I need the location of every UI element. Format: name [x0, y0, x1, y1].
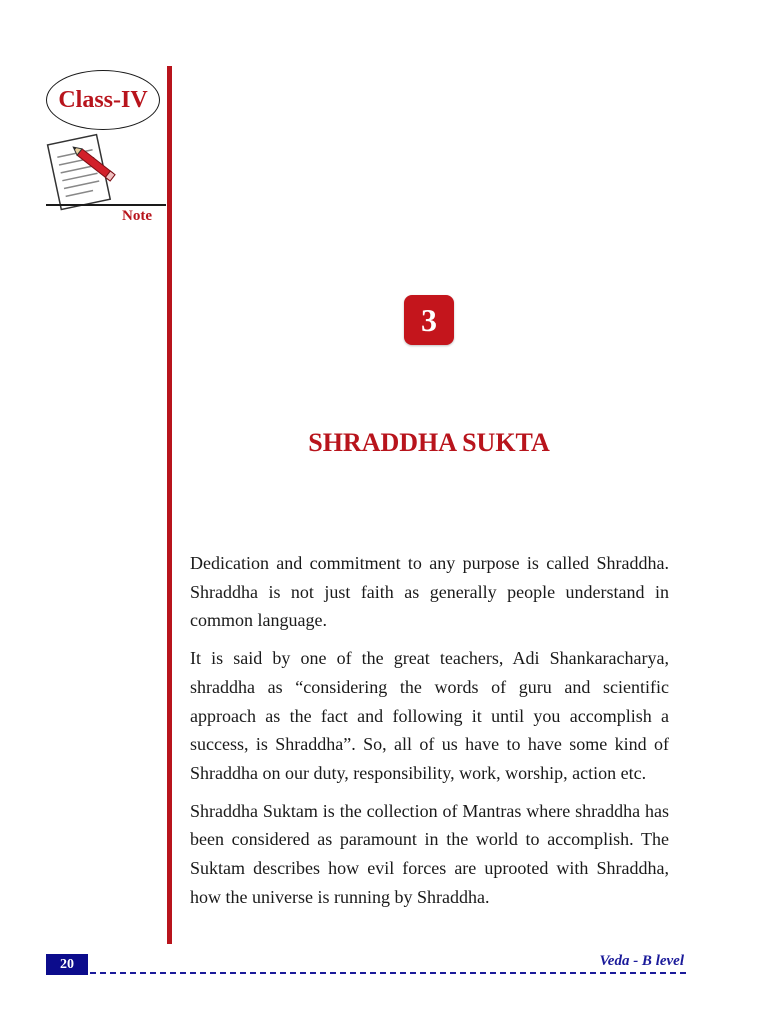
paragraph-shankaracharya: It is said by one of the great teachers, Adi Shankaracharya, shraddha as “considering the words of guru and scientific approach as the fact and following it until you accomplish a success, is Shraddha”. So, all of us have to have some kind of Shraddha on our duty, responsibility, work, worship, action etc.: [190, 648, 669, 783]
body-text: [190, 549, 669, 920]
class-badge: [46, 70, 160, 130]
footer-dashed-rule: [90, 972, 686, 974]
chapter-title: SHRADDHA SUKTA: [308, 428, 550, 457]
page-number: 20: [60, 956, 74, 972]
chapter-number: 3: [421, 301, 437, 338]
note-divider: [46, 204, 166, 206]
notepad-with-pencil-icon: [44, 128, 124, 212]
margin-rule: [167, 66, 172, 944]
class-label: Class-IV: [58, 86, 148, 113]
page-number-badge: [46, 954, 88, 975]
note-label: Note: [122, 208, 152, 224]
paragraph-suktam: Shraddha Suktam is the collection of Mantras where shraddha has been considered as paramount in the world to accomplish. The Suktam describes how evil forces are uprooted with Shraddha, how the universe is running by Shraddha.: [190, 800, 669, 907]
chapter-number-badge: [404, 295, 454, 345]
footer-level-label: Veda - B level: [599, 953, 684, 969]
paragraph-definition: Dedication and commitment to any purpose is called Shraddha. Shraddha is not just faith as generally people understand in common language.: [190, 553, 669, 631]
